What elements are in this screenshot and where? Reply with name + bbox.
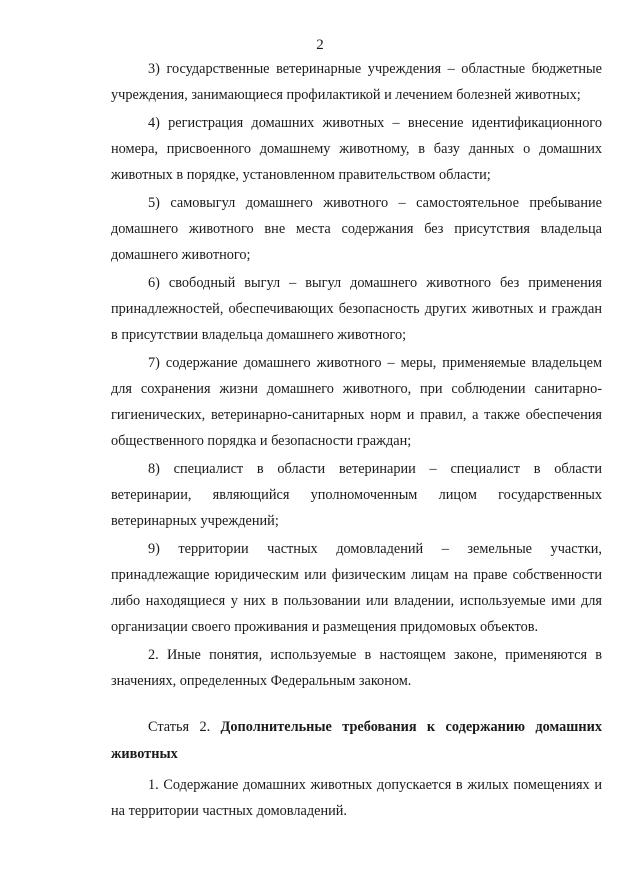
- definition-item-6: 6) свободный выгул – выгул домашнего животного без применения принадлежностей, обеспечивающих безопасность других животных и граждан в присутствии владельца домашнего животного;: [111, 275, 602, 343]
- article-2-heading: [111, 714, 602, 768]
- definition-item-9: 9) территории частных домовладений – земельные участки, принадлежащие юридическим или физическим лицам на праве собственности либо находящиеся у них в пользовании или владении, используемые ими для организации своего проживания и размещения придомовых объектов.: [111, 541, 602, 635]
- article-2-title: Дополнительные требования к содержанию домашних животных: [111, 719, 602, 762]
- definition-item-5: 5) самовыгул домашнего животного – самостоятельное пребывание домашнего животного вне места содержания без присутствия владельца домашнего животного;: [111, 195, 602, 263]
- definition-item-4: 4) регистрация домашних животных – внесение идентификационного номера, присвоенного домашнему животному, в базу данных о домашних животных в порядке, установленном правительством области;: [111, 115, 602, 183]
- page-number: 2: [316, 37, 324, 53]
- definition-item-8: 8) специалист в области ветеринарии – специалист в области ветеринарии, являющийся уполномоченным лицом государственных ветеринарных учреждений;: [111, 461, 602, 529]
- definition-item-3: 3) государственные ветеринарные учреждения – областные бюджетные учреждения, занимающиеся профилактикой и лечением болезней животных;: [111, 61, 602, 103]
- article-2-label: Статья 2.: [148, 719, 211, 735]
- document-body: [111, 56, 602, 826]
- paragraph-2: 2. Иные понятия, используемые в настоящем законе, применяются в значениях, определенных Федеральным законом.: [111, 647, 602, 689]
- definition-item-7: 7) содержание домашнего животного – меры, применяемые владельцем для сохранения жизни домашнего животного, при соблюдении санитарно-гигиенических, ветеринарно-санитарных норм и правил, а также обеспечения общественного порядка и безопасности граждан;: [111, 355, 602, 449]
- article-2-paragraph-1: 1. Содержание домашних животных допускается в жилых помещениях и на территории частных домовладений.: [111, 777, 602, 819]
